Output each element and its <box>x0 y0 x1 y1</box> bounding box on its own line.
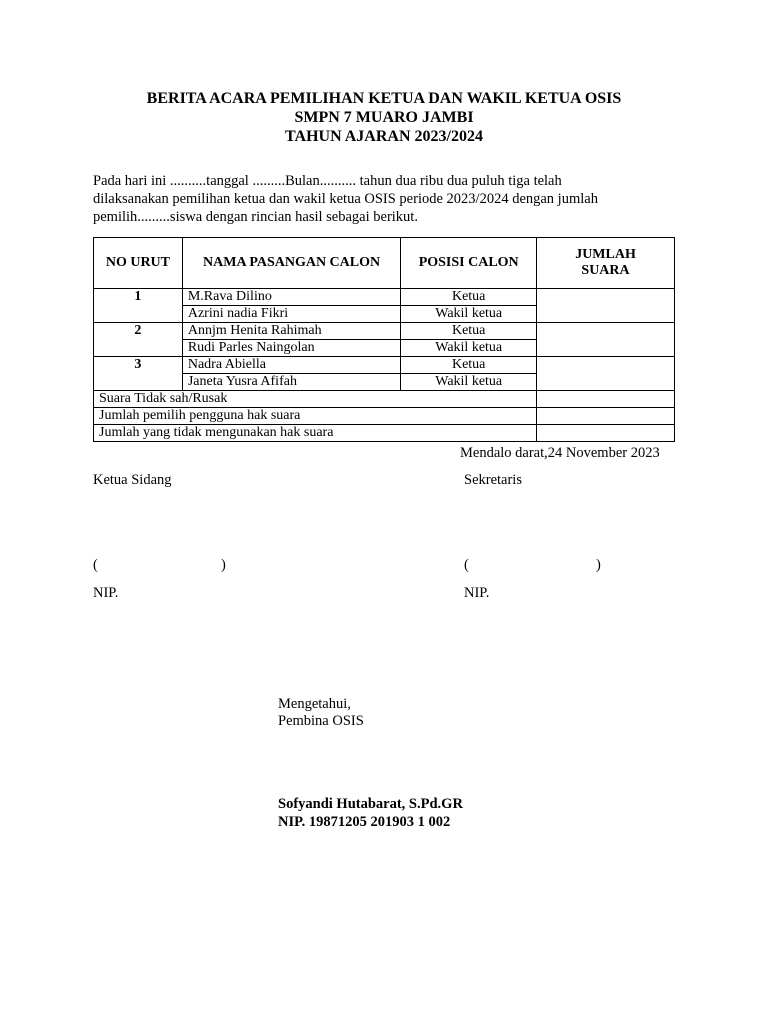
advisor-nip: NIP. 19871205 201903 1 002 <box>278 814 451 830</box>
candidate-number: 2 <box>94 323 183 357</box>
election-results-table <box>93 237 675 442</box>
document-title: BERITA ACARA PEMILIHAN KETUA DAN WAKIL KETUA OSIS <box>146 90 622 107</box>
summary-label: Suara Tidak sah/Rusak <box>94 391 537 408</box>
candidate-position: Ketua <box>401 289 537 306</box>
table-row <box>94 289 675 306</box>
candidate-name: Nadra Abiella <box>182 357 401 374</box>
candidate-name: Annjm Henita Rahimah <box>182 323 401 340</box>
table-header-row <box>94 238 675 289</box>
summary-value-cell <box>537 425 675 442</box>
summary-row <box>94 408 675 425</box>
summary-label: Jumlah yang tidak mengunakan hak suara <box>94 425 537 442</box>
advisor-acknowledgement: Mengetahui, <box>278 696 351 712</box>
vote-count-cell <box>537 289 675 323</box>
vote-count-cell <box>537 357 675 391</box>
candidate-number: 1 <box>94 289 183 323</box>
place-date: Mendalo darat,24 November 2023 <box>460 445 660 461</box>
candidate-position: Ketua <box>401 357 537 374</box>
summary-row <box>94 391 675 408</box>
candidate-name: M.Rava Dilino <box>182 289 401 306</box>
advisor-name: Sofyandi Hutabarat, S.Pd.GR <box>278 796 463 812</box>
header-nama-pasangan: NAMA PASANGAN CALON <box>182 238 401 289</box>
secretary-name-close-paren: ) <box>596 557 601 573</box>
candidate-position: Wakil ketua <box>401 306 537 323</box>
candidate-number: 3 <box>94 357 183 391</box>
school-year: TAHUN AJARAN 2023/2024 <box>285 128 483 145</box>
chairman-title: Ketua Sidang <box>93 472 172 488</box>
summary-value-cell <box>537 391 675 408</box>
candidate-position: Wakil ketua <box>401 340 537 357</box>
chairman-name-open-paren: ( <box>93 557 98 573</box>
secretary-nip: NIP. <box>464 585 490 601</box>
school-name: SMPN 7 MUARO JAMBI <box>294 109 474 126</box>
summary-value-cell <box>537 408 675 425</box>
intro-line-1: Pada hari ini ..........tanggal .........Bulan.......... tahun dua ribu dua puluh tiga telah <box>93 173 562 189</box>
candidate-name: Azrini nadia Fikri <box>182 306 401 323</box>
chairman-nip: NIP. <box>93 585 119 601</box>
chairman-name-close-paren: ) <box>221 557 226 573</box>
intro-line-3: pemilih.........siswa dengan rincian hasil sebagai berikut. <box>93 209 418 225</box>
vote-count-cell <box>537 323 675 357</box>
secretary-name-open-paren: ( <box>464 557 469 573</box>
header-no-urut: NO URUT <box>94 238 183 289</box>
advisor-title: Pembina OSIS <box>278 713 364 729</box>
summary-label: Jumlah pemilih pengguna hak suara <box>94 408 537 425</box>
table-row <box>94 323 675 340</box>
header-posisi: POSISI CALON <box>401 238 537 289</box>
summary-row <box>94 425 675 442</box>
header-jumlah-suara: JUMLAH SUARA <box>537 238 675 289</box>
table-row <box>94 357 675 374</box>
secretary-title: Sekretaris <box>464 472 522 488</box>
candidate-name: Rudi Parles Naingolan <box>182 340 401 357</box>
candidate-position: Ketua <box>401 323 537 340</box>
candidate-name: Janeta Yusra Afifah <box>182 374 401 391</box>
candidate-position: Wakil ketua <box>401 374 537 391</box>
intro-line-2: dilaksanakan pemilihan ketua dan wakil ketua OSIS periode 2023/2024 dengan jumlah <box>93 191 598 207</box>
